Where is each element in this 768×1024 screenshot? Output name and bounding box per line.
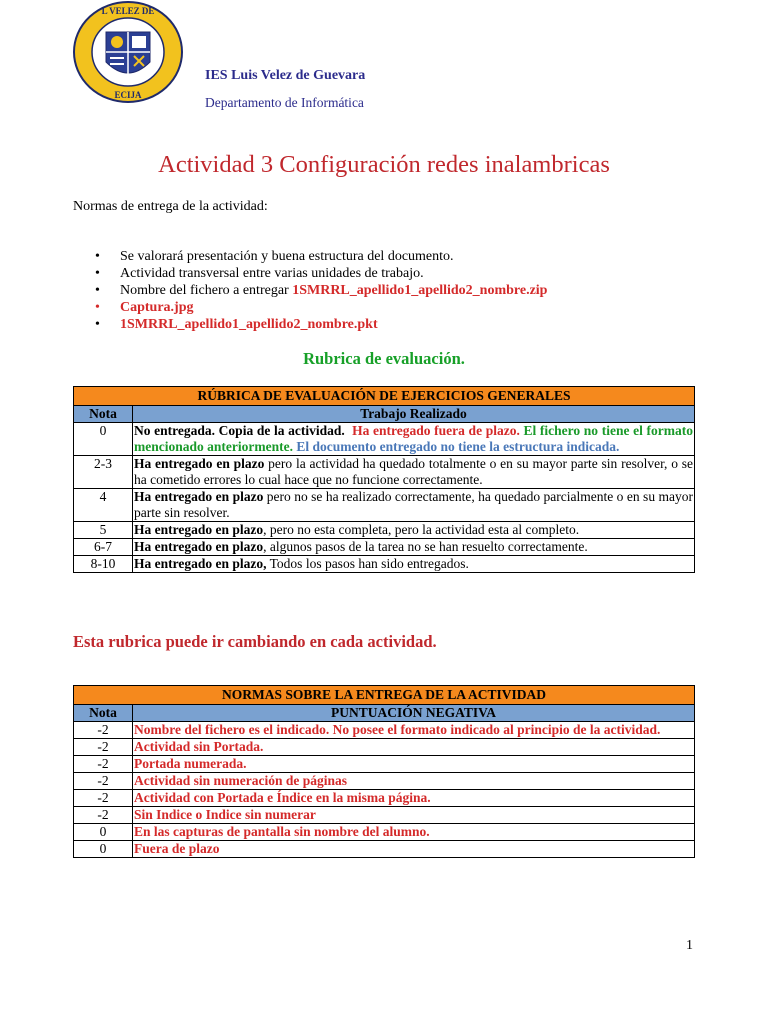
bullet-icon: • <box>95 317 100 332</box>
table-header-row <box>74 705 695 722</box>
table-header-row <box>74 406 695 423</box>
table-row: -2 Actividad sin numeración de páginas <box>74 773 695 790</box>
school-logo <box>72 0 184 104</box>
table-row: 5 Ha entregado en plazo, pero no esta completa, pero la actividad esta al completo. <box>74 522 695 539</box>
column-header-nota: Nota <box>74 705 133 722</box>
table-row: -2 Portada numerada. <box>74 756 695 773</box>
table-row: 0 En las capturas de pantalla sin nombre del alumno. <box>74 824 695 841</box>
table-row: 2-3 Ha entregado en plazo pero la actividad ha quedado totalmente o en su mayor parte sin resolver, o se ha cometido errores lo cual hace que no funcione correctamente. <box>74 456 695 489</box>
rubric-note: Esta rubrica puede ir cambiando en cada actividad. <box>73 632 437 651</box>
page-title: Actividad 3 Configuración redes inalambricas <box>158 151 610 178</box>
column-header-puntuacion: PUNTUACIÓN NEGATIVA <box>133 705 695 722</box>
intro-text: Normas de entrega de la actividad: <box>73 199 268 214</box>
bullet-icon: • <box>95 300 100 315</box>
rubric-table <box>73 386 695 573</box>
column-header-nota: Nota <box>74 406 133 423</box>
list-item: • Se valorará presentación y buena estructura del documento. <box>95 249 454 264</box>
department-name: Departamento de Informática <box>205 95 364 110</box>
column-header-trabajo: Trabajo Realizado <box>133 406 695 423</box>
list-item <box>73 316 547 333</box>
svg-text:L VELEZ DE: L VELEZ DE <box>101 6 155 16</box>
table-row: -2 Sin Indice o Indice sin numerar <box>74 807 695 824</box>
filename-zip: 1SMRRL_apellido1_apellido2_nombre.zip <box>292 283 548 298</box>
table-row: 0 No entregada. Copia de la actividad. Ha entregado fuera de plazo. El fichero no tiene el formato mencionado anteriormente. El documento entregado no tiene la estructura indicada. <box>74 423 695 456</box>
table-title: RÚBRICA DE EVALUACIÓN DE EJERCICIOS GENERALES <box>74 387 695 406</box>
school-name: IES Luis Velez de Guevara <box>205 68 366 83</box>
rubric-heading: Rubrica de evaluación. <box>303 349 465 368</box>
list-item <box>73 299 547 316</box>
svg-text:ECIJA: ECIJA <box>114 90 142 100</box>
rules-list <box>73 248 547 333</box>
bullet-icon: • <box>95 283 100 298</box>
penalty-table <box>73 685 695 858</box>
table-title-row <box>74 686 695 705</box>
table-row: -2 Actividad con Portada e Índice en la misma página. <box>74 790 695 807</box>
table-row: -2 Actividad sin Portada. <box>74 739 695 756</box>
table-title-row <box>74 387 695 406</box>
page-number: 1 <box>686 938 693 953</box>
table-row: 8-10 Ha entregado en plazo, Todos los pasos han sido entregados. <box>74 556 695 573</box>
list-item: • Nombre del fichero a entregar 1SMRRL_apellido1_apellido2_nombre.zip <box>95 283 548 298</box>
table-row: -2 Nombre del fichero es el indicado. No posee el formato indicado al principio de la actividad. <box>74 722 695 739</box>
table-title: NORMAS SOBRE LA ENTREGA DE LA ACTIVIDAD <box>74 686 695 705</box>
table-row: 0 Fuera de plazo <box>74 841 695 858</box>
filename-jpg: Captura.jpg <box>120 300 194 315</box>
filename-pkt: 1SMRRL_apellido1_apellido2_nombre.pkt <box>120 317 378 332</box>
table-row: 6-7 Ha entregado en plazo, algunos pasos de la tarea no se han resuelto correctamente. <box>74 539 695 556</box>
list-item: • Actividad transversal entre varias unidades de trabajo. <box>95 266 424 281</box>
bullet-icon: • <box>95 249 100 264</box>
table-row: 4 Ha entregado en plazo pero no se ha realizado correctamente, ha quedado parcialmente o en su mayor parte sin resolver. <box>74 489 695 522</box>
bullet-icon: • <box>95 266 100 281</box>
